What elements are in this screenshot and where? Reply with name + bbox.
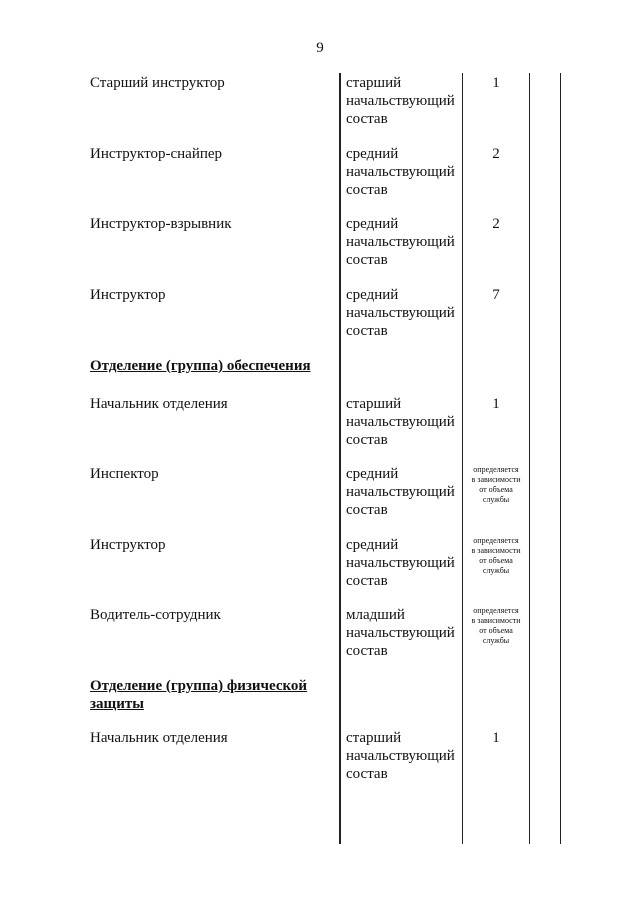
position-title: Начальник отделения	[90, 730, 228, 746]
staff-category	[346, 395, 462, 449]
position-title: Старший инструктор	[90, 75, 225, 91]
category-line: состав	[346, 111, 388, 127]
category-line: начальствующий	[346, 164, 455, 180]
table-column-divider	[560, 73, 561, 844]
category-line: младший	[346, 607, 405, 623]
staff-count-note	[463, 606, 529, 646]
note-line: службы	[482, 495, 510, 504]
page-number: 9	[316, 40, 324, 56]
category-line: начальствующий	[346, 748, 455, 764]
position-title: Инспектор	[90, 466, 159, 482]
staff-category	[346, 74, 462, 128]
category-line: старший	[346, 396, 402, 412]
category-line: состав	[346, 643, 388, 659]
category-line: средний	[346, 466, 399, 482]
category-line: состав	[346, 182, 388, 198]
note-line: в зависимости	[471, 475, 521, 484]
note-line: службы	[482, 566, 510, 575]
section-heading	[90, 677, 307, 713]
staff-count: 2	[492, 216, 500, 232]
note-line: от объема	[479, 485, 513, 494]
category-line: средний	[346, 287, 399, 303]
note-line: от объема	[479, 556, 513, 565]
category-line: состав	[346, 323, 388, 339]
staff-category	[346, 215, 462, 269]
category-line: состав	[346, 766, 388, 782]
section-heading: Отделение (группа) обеспечения	[90, 358, 311, 374]
category-line: начальствующий	[346, 484, 455, 500]
category-line: начальствующий	[346, 625, 455, 641]
category-line: состав	[346, 432, 388, 448]
staff-category	[346, 606, 462, 660]
staff-category	[346, 145, 462, 199]
staff-category	[346, 465, 462, 519]
category-line: начальствующий	[346, 305, 455, 321]
staff-count: 1	[492, 396, 500, 412]
category-line: начальствующий	[346, 234, 455, 250]
category-line: начальствующий	[346, 555, 455, 571]
staff-count: 1	[492, 730, 500, 746]
note-line: определяется	[473, 465, 519, 474]
category-line: средний	[346, 146, 399, 162]
category-line: состав	[346, 252, 388, 268]
section-heading-line: защиты	[90, 696, 144, 712]
category-line: состав	[346, 502, 388, 518]
note-line: от объема	[479, 626, 513, 635]
position-title: Инструктор	[90, 287, 166, 303]
staff-category	[346, 536, 462, 590]
table-column-divider	[529, 73, 530, 844]
staff-category	[346, 286, 462, 340]
note-line: в зависимости	[471, 616, 521, 625]
category-line: начальствующий	[346, 93, 455, 109]
note-line: в зависимости	[471, 546, 521, 555]
category-line: старший	[346, 75, 402, 91]
note-line: определяется	[473, 606, 519, 615]
position-title: Инструктор-снайпер	[90, 146, 223, 162]
category-line: состав	[346, 573, 388, 589]
staff-count: 2	[492, 146, 500, 162]
position-title: Водитель-сотрудник	[90, 607, 221, 623]
position-title: Инструктор	[90, 537, 166, 553]
table-column-divider	[339, 73, 341, 844]
position-title: Начальник отделения	[90, 396, 228, 412]
category-line: средний	[346, 216, 399, 232]
category-line: средний	[346, 537, 399, 553]
note-line: службы	[482, 636, 510, 645]
staff-count: 1	[492, 75, 500, 91]
category-line: начальствующий	[346, 414, 455, 430]
staff-category	[346, 729, 462, 783]
position-title: Инструктор-взрывник	[90, 216, 232, 232]
staff-count-note	[463, 465, 529, 505]
section-heading-line: Отделение (группа) физической	[90, 678, 308, 694]
note-line: определяется	[473, 536, 519, 545]
category-line: старший	[346, 730, 402, 746]
staff-count-note	[463, 536, 529, 576]
staff-count: 7	[492, 287, 500, 303]
